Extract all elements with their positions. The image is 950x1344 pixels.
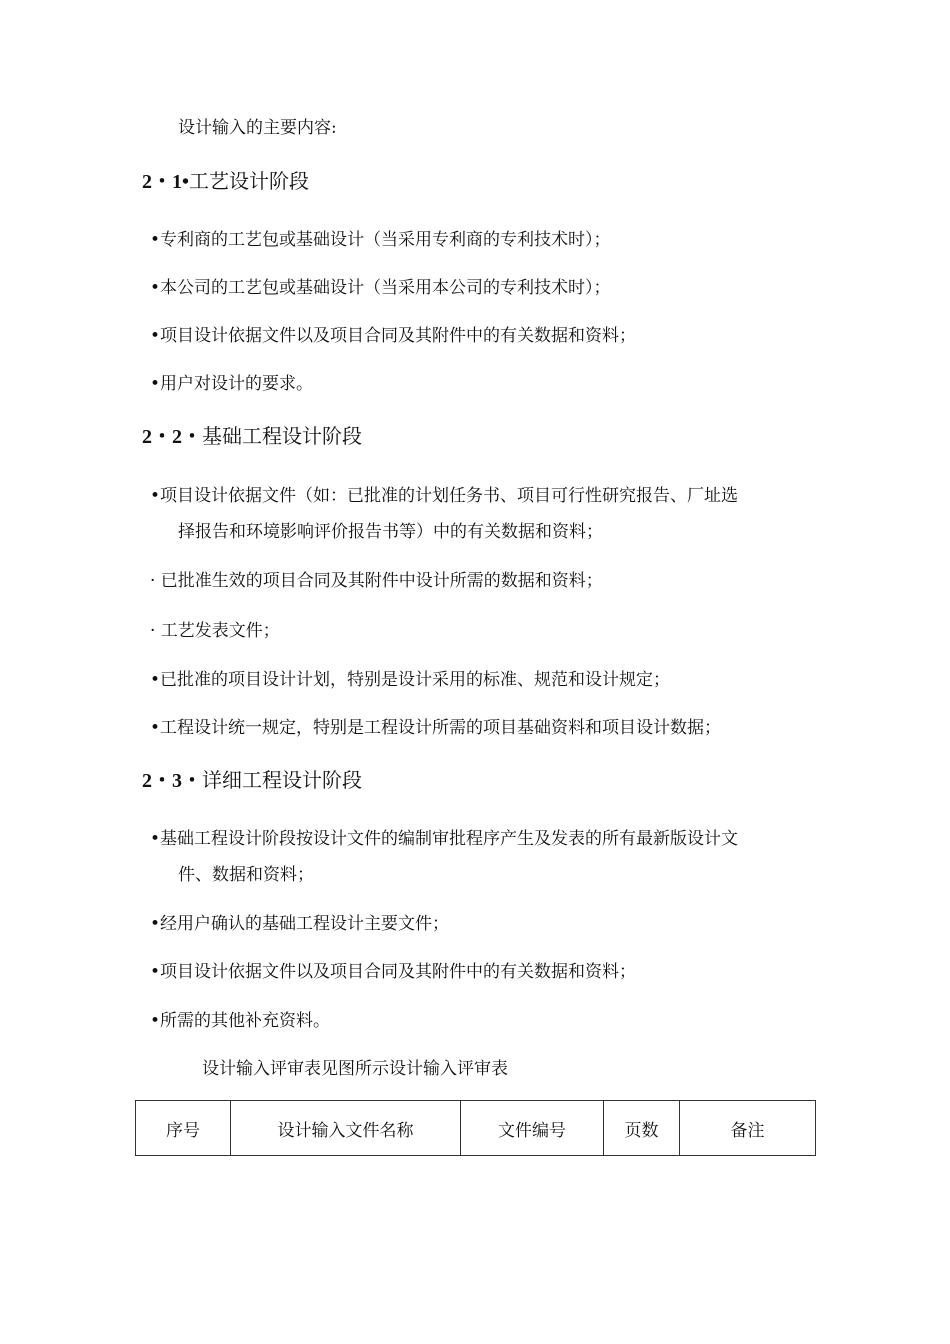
- list-item: •工程设计统一规定，特别是工程设计所需的项目基础资料和项目设计数据；: [150, 718, 722, 738]
- header-cell-pages: 页数: [604, 1101, 680, 1156]
- list-item: •用户对设计的要求。: [150, 374, 314, 394]
- section-title: 详细工程设计阶段: [202, 768, 362, 792]
- table-caption: 设计输入评审表见图所示设计输入评审表: [202, 1059, 508, 1079]
- section-title: 工艺设计阶段: [189, 169, 310, 193]
- section-heading-2-3: [142, 767, 362, 794]
- section-heading-2-2: [142, 423, 362, 450]
- section-title: 基础工程设计阶段: [202, 424, 362, 448]
- design-input-review-table: [135, 1100, 816, 1156]
- list-item: · 工艺发表文件；: [150, 621, 280, 641]
- section-number: 2・1•: [142, 171, 190, 193]
- list-item: •专利商的工艺包或基础设计（当采用专利商的专利技术时）；: [150, 230, 611, 250]
- list-item: •基础工程设计阶段按设计文件的编制审批程序产生及发表的所有最新版设计文: [150, 829, 739, 849]
- header-cell-remarks: 备注: [680, 1101, 816, 1156]
- header-cell-file-name: 设计输入文件名称: [231, 1101, 461, 1156]
- section-number: 2・2・: [142, 426, 202, 448]
- list-item: · 已批准生效的项目合同及其附件中设计所需的数据和资料；: [150, 571, 603, 591]
- list-item: •项目设计依据文件（如：已批准的计划任务书、项目可行性研究报告、厂址选: [150, 486, 739, 506]
- header-cell-serial: 序号: [136, 1101, 231, 1156]
- list-item: •已批准的项目设计计划，特别是设计采用的标准、规范和设计规定；: [150, 670, 671, 690]
- list-item: •经用户确认的基础工程设计主要文件；: [150, 914, 450, 934]
- table-header-row: [136, 1101, 816, 1156]
- list-item: •项目设计依据文件以及项目合同及其附件中的有关数据和资料；: [150, 326, 637, 346]
- list-item-continuation: 择报告和环境影响评价报告书等）中的有关数据和资料；: [178, 522, 603, 542]
- list-item: •本公司的工艺包或基础设计（当采用本公司的专利技术时）；: [150, 278, 611, 298]
- list-item: •项目设计依据文件以及项目合同及其附件中的有关数据和资料；: [150, 962, 637, 982]
- intro-text: 设计输入的主要内容:: [178, 118, 337, 138]
- list-item-continuation: 件、数据和资料；: [178, 865, 314, 885]
- header-cell-file-number: 文件编号: [461, 1101, 604, 1156]
- list-item: •所需的其他补充资料。: [150, 1011, 331, 1031]
- section-number: 2・3・: [142, 770, 202, 792]
- section-heading-2-1: [142, 168, 309, 195]
